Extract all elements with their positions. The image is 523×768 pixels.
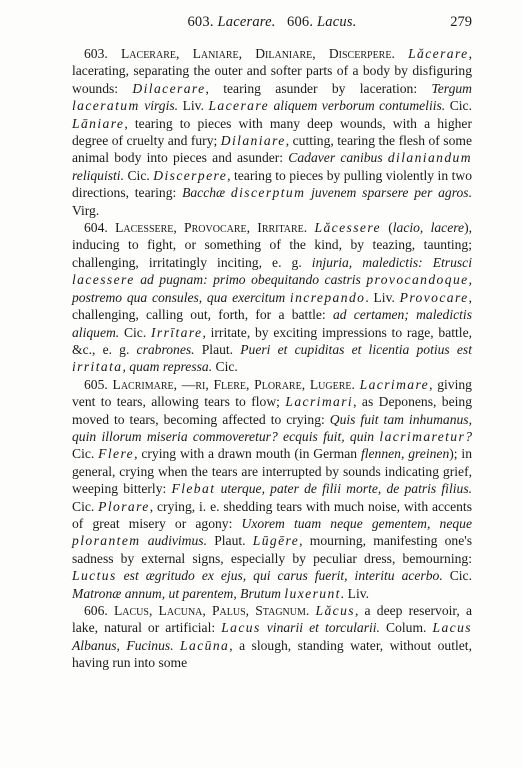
latin-term: Discerpere — [153, 167, 228, 183]
entry-heading: Lacerare, Laniare, Dilaniare, Discerpere. — [121, 46, 395, 61]
latin-term: Lacrimari — [285, 394, 354, 410]
latin-example: juvenem sparsere per agros. — [305, 185, 472, 201]
entry-603 — [72, 45, 472, 219]
latin-term: irritata — [72, 359, 123, 375]
latin-example: . — [340, 585, 345, 601]
latin-term: Lāniare — [72, 115, 125, 131]
gloss-text: , irritate, by exciting impressions to rage, battle, &c., e. g. — [72, 324, 472, 357]
latin-example: uterque, pater de filii morte, de patris filius. — [215, 481, 473, 497]
latin-term: increpando — [289, 289, 366, 305]
latin-term: Dilacerare — [132, 80, 206, 96]
latin-example: Matronæ annum, ut parentem, Brutum — [72, 585, 285, 601]
gloss-text: , as Deponens, being moved to tears, becoming affected to crying: — [72, 394, 472, 427]
gloss-text: Plaut. — [194, 341, 241, 357]
latin-term: Flebat — [171, 481, 216, 497]
gloss-text: Cic. — [72, 446, 99, 462]
entry-number: 604. — [84, 220, 108, 236]
latin-example: ? — [465, 428, 472, 444]
entry-number: 605. — [84, 376, 108, 392]
latin-example: aliquem verborum contumeliis. — [269, 98, 446, 114]
latin-example: audivimus. — [140, 533, 207, 549]
gloss-text: Plaut. — [206, 533, 253, 549]
latin-example: ad pugnam: primo obequitando castris — [134, 272, 367, 288]
latin-term: Dilaniare — [220, 133, 286, 149]
gloss-text: Cic. — [124, 167, 154, 183]
latin-example: , quam repressa. — [122, 359, 213, 375]
latin-example: Tergum — [431, 80, 472, 96]
latin-example: Cadaver canibus — [288, 150, 388, 166]
gloss-text: , cutting, tearing the flesh of some animal body into pieces and asunder: — [72, 133, 472, 166]
gloss-text: ); in general, crying when the tears are interrupted by sounds indicating grief, weeping bitterly: — [72, 446, 472, 497]
running-head-term-a: Lacerare. — [217, 14, 276, 30]
latin-term: Lacrimare — [359, 376, 430, 392]
latin-term: Lacus — [432, 620, 472, 636]
entry-text — [72, 377, 472, 601]
latin-example: reliquisti. — [72, 167, 124, 183]
gloss-text: , tearing to pieces by pulling violently in two directions, tearing: — [72, 167, 472, 201]
latin-term: lacessere — [72, 272, 135, 288]
gloss-text: ), inducing to fight, or something of the kind, by teazing, taunting; challenging, irritatingly inciting, e. g. — [72, 220, 472, 270]
latin-term: discerptum — [230, 185, 306, 201]
latin-term: lacrimaretur — [379, 428, 466, 444]
entry-text — [72, 220, 472, 374]
entry-605 — [72, 376, 472, 602]
latin-term: Provocare — [399, 289, 469, 305]
gloss-text: , crying with a drawn mouth (in German — [134, 446, 361, 462]
gloss-text: , tearing to pieces with many deep wounds, with a higher degree of cruelty and fury; — [72, 115, 472, 149]
running-head — [72, 14, 472, 34]
latin-term: Luctus — [72, 568, 117, 584]
gloss-text: Colum. — [379, 620, 433, 636]
latin-example: Uxorem tuam neque gementem, neque — [241, 515, 472, 531]
latin-term: plorantem — [72, 533, 141, 549]
gloss-text: , a deep reservoir, a lake, natural or artificial: — [72, 603, 472, 636]
latin-term: Plorare — [98, 498, 150, 514]
gloss-text: , challenging, calling out, forth, for a battle: — [72, 289, 473, 323]
entry-heading: Lacrimare, —ri, Flere, Plorare, Lugere. — [112, 376, 355, 392]
gloss-text: ( — [380, 220, 393, 236]
gloss-text: , giving vent to tears, allowing tears to flow; — [72, 376, 472, 410]
entry-text — [72, 46, 472, 218]
latin-term: Flere — [98, 446, 135, 462]
latin-term: luxerunt — [284, 585, 341, 601]
running-head-title — [72, 14, 472, 31]
latin-example: ad certamen; maledictis aliquem. — [72, 307, 472, 340]
running-head-term-b: Lacus. — [317, 14, 357, 30]
latin-term: dilaniandum — [387, 150, 472, 166]
gloss-text: Cic. — [445, 98, 472, 114]
latin-example: virgis. — [139, 98, 179, 114]
gloss-text: Cic. — [442, 568, 472, 584]
gloss-text: Liv. — [178, 98, 209, 114]
gloss-text: , tearing asunder by laceration: — [205, 80, 432, 96]
latin-term: Lūgēre — [252, 533, 300, 549]
gloss-text: , lacerating, separating the outer and softer parts of a body by disfiguring wounds: — [72, 46, 472, 96]
latin-example: flennen, greinen — [360, 446, 450, 462]
latin-term: Irrītare — [150, 324, 203, 340]
latin-example: , postremo qua consules, qua exercitum — [72, 272, 472, 305]
latin-example: vinarii et torcularii. — [260, 620, 380, 636]
entry-number: 606. — [84, 603, 108, 618]
gloss-text: , a slough, standing water, without outlet, having run into some — [72, 637, 472, 671]
gloss-text: , crying, i. e. shedding tears with much noise, with accents of great misery or agony: — [72, 498, 472, 531]
gloss-text: Cic. — [72, 498, 99, 514]
gloss-text: Cic. — [119, 324, 151, 340]
latin-term: Lăcerare — [408, 46, 469, 61]
running-head-section-b: 606. — [287, 14, 314, 30]
latin-example: crabrones. — [136, 341, 195, 357]
entry-heading: Lacus, Lacuna, Palus, Stagnum. — [113, 603, 310, 618]
entry-604 — [72, 219, 472, 376]
latin-example: est ægritudo ex ejus, qui carus fuerit, interitu acerbo. — [116, 568, 443, 584]
gloss-text: , mourning, manifesting one's sadness by external signs, especially by peculiar dress, bemourning: — [72, 533, 473, 566]
latin-term: Lacerare — [208, 98, 269, 114]
latin-term: laceratum — [72, 98, 140, 114]
entry-606 — [72, 602, 472, 672]
latin-term: Lăcessere — [314, 220, 381, 236]
latin-example: Pueri et cupiditas et licentia potius est — [240, 341, 472, 357]
latin-term: provocandoque — [366, 272, 469, 288]
latin-example: Bacchæ — [182, 185, 231, 201]
entry-number: 603. — [84, 46, 108, 61]
gloss-text: Liv. — [344, 585, 370, 601]
page-number: 279 — [450, 14, 472, 30]
latin-term: Lacus — [221, 620, 261, 636]
latin-term: Lăcus — [315, 603, 355, 618]
entry-heading: Lacessere, Provocare, Irritare. — [115, 220, 308, 236]
latin-example: lacio, lacere — [392, 220, 465, 236]
latin-example: Quis fuit tam inhumanus, quin illorum miseria commoveretur? ecquis fuit, quin — [72, 411, 472, 444]
gloss-text: Virg. — [72, 202, 100, 218]
dictionary-body — [72, 45, 472, 672]
latin-example: injuria, maledictis: Etrusci — [311, 254, 472, 270]
running-head-section-a: 603. — [187, 14, 214, 30]
gloss-text: . Liv. — [365, 289, 400, 305]
gloss-text: Cic. — [212, 359, 238, 375]
latin-example: Albanus, Fucinus. — [72, 637, 174, 653]
latin-term: Lacūna — [180, 637, 230, 653]
